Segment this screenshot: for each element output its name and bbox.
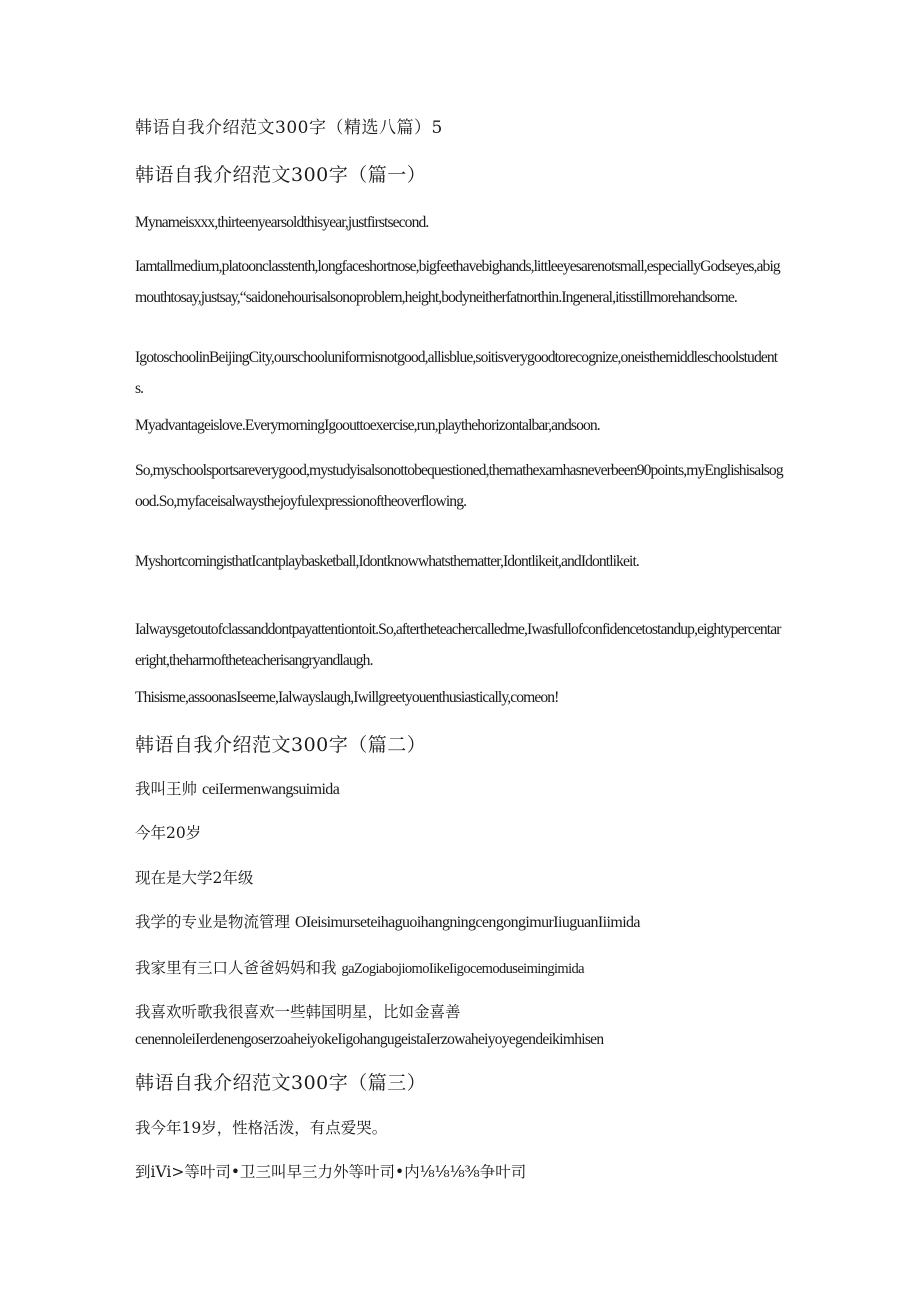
section-heading-3: 韩语自我介绍范文300字（篇三） [135,1072,427,1094]
text-line [135,864,785,892]
paragraph: Iamtallmedium,platoonclasstenth,longfaceshortnose,bigfeethavebighands,littleeyesarenotsmall,especiallyGodseyes,abigmouthtosay,justsay,“saidonehourisalsonoproblem,height,bodyneitherfatnorthin.Ingeneral,itisstillmorehandsome. [135,258,780,306]
text-line [135,775,785,804]
chinese-text: 今年20岁 [135,824,202,842]
text-line [135,998,795,1054]
chinese-text: 我喜欢听歌我很喜欢一些韩国明星，比如金喜善 [135,1003,461,1021]
text-line [135,819,785,847]
section-heading-1: 韩语自我介绍范文300字（篇一） [135,164,427,186]
paragraph: Mynameisxxx,thirteenyearsoldthisyear,justfirstsecond. [135,214,429,231]
text-line [135,908,785,937]
paragraph: IgotoschoolinBeijingCity,ourschooluniformisnotgood,allisblue,soitisverygoodtorecognize,oneisthemiddleschoolstudents. [135,349,778,397]
chinese-text: 现在是大学2年级 [135,869,254,887]
chinese-text: 我叫王帅 [135,780,202,798]
paragraph: Myadvantageislove.EverymorningIgoouttoexercise,run,playthehorizontalbar,andsoon. [135,417,600,434]
romanized-text: OIeisimurseteihaguoihangningcengongimurIiuguanIiimida [294,914,640,931]
chinese-text: 我家里有三口人爸爸妈妈和我 [135,959,342,977]
paragraph: Ialwaysgetoutofclassanddontpayattentiontoit.So,aftertheteachercalledme,Iwasfullofconfidencetostandup,eightypercentareright,theharmoftheteacherisangryandlaugh. [135,621,781,669]
paragraph: So,myschoolsportsareverygood,mystudyisalsonottobequestioned,themathexamhasneverbeen90points,myEnglishisalsogood.So,myfaceisalwaysthejoyfulexpressionoftheoverflowing. [135,462,783,510]
text-line [135,954,785,983]
romanized-text: ceiIermenwangsuimida [201,781,340,798]
chinese-text: 我学的专业是物流管理 [135,913,295,931]
section-heading-2: 韩语自我介绍范文300字（篇二） [135,734,427,756]
paragraph: Thisisme,assoonasIseeme,Ialwayslaugh,Iwillgreetyouenthusiastically,comeon! [135,689,559,706]
text-line: 我今年19岁，性格活泼，有点爱哭。 [135,1119,388,1137]
garbled-text-line: 到iVi>等叶司•卫三叫早三力外等叶司•内⅛⅛⅛⅜争叶司 [135,1163,527,1181]
romanized-text: cenennoleiIerdenengoserzoaheiyokeIigohangugeistaIerzowaheiyoyegendeikimhisen [135,1031,604,1048]
document-title: 韩语自我介绍范文300字（精选八篇）5 [135,118,443,138]
paragraph: MyshortcomingisthatIcantplaybasketball,Idontknowwhatsthematter,Idontlikeit,andIdontlikeit. [135,553,639,570]
romanized-text: gaZogiabojiomoIikeIigocemoduseimingimida [341,961,585,977]
